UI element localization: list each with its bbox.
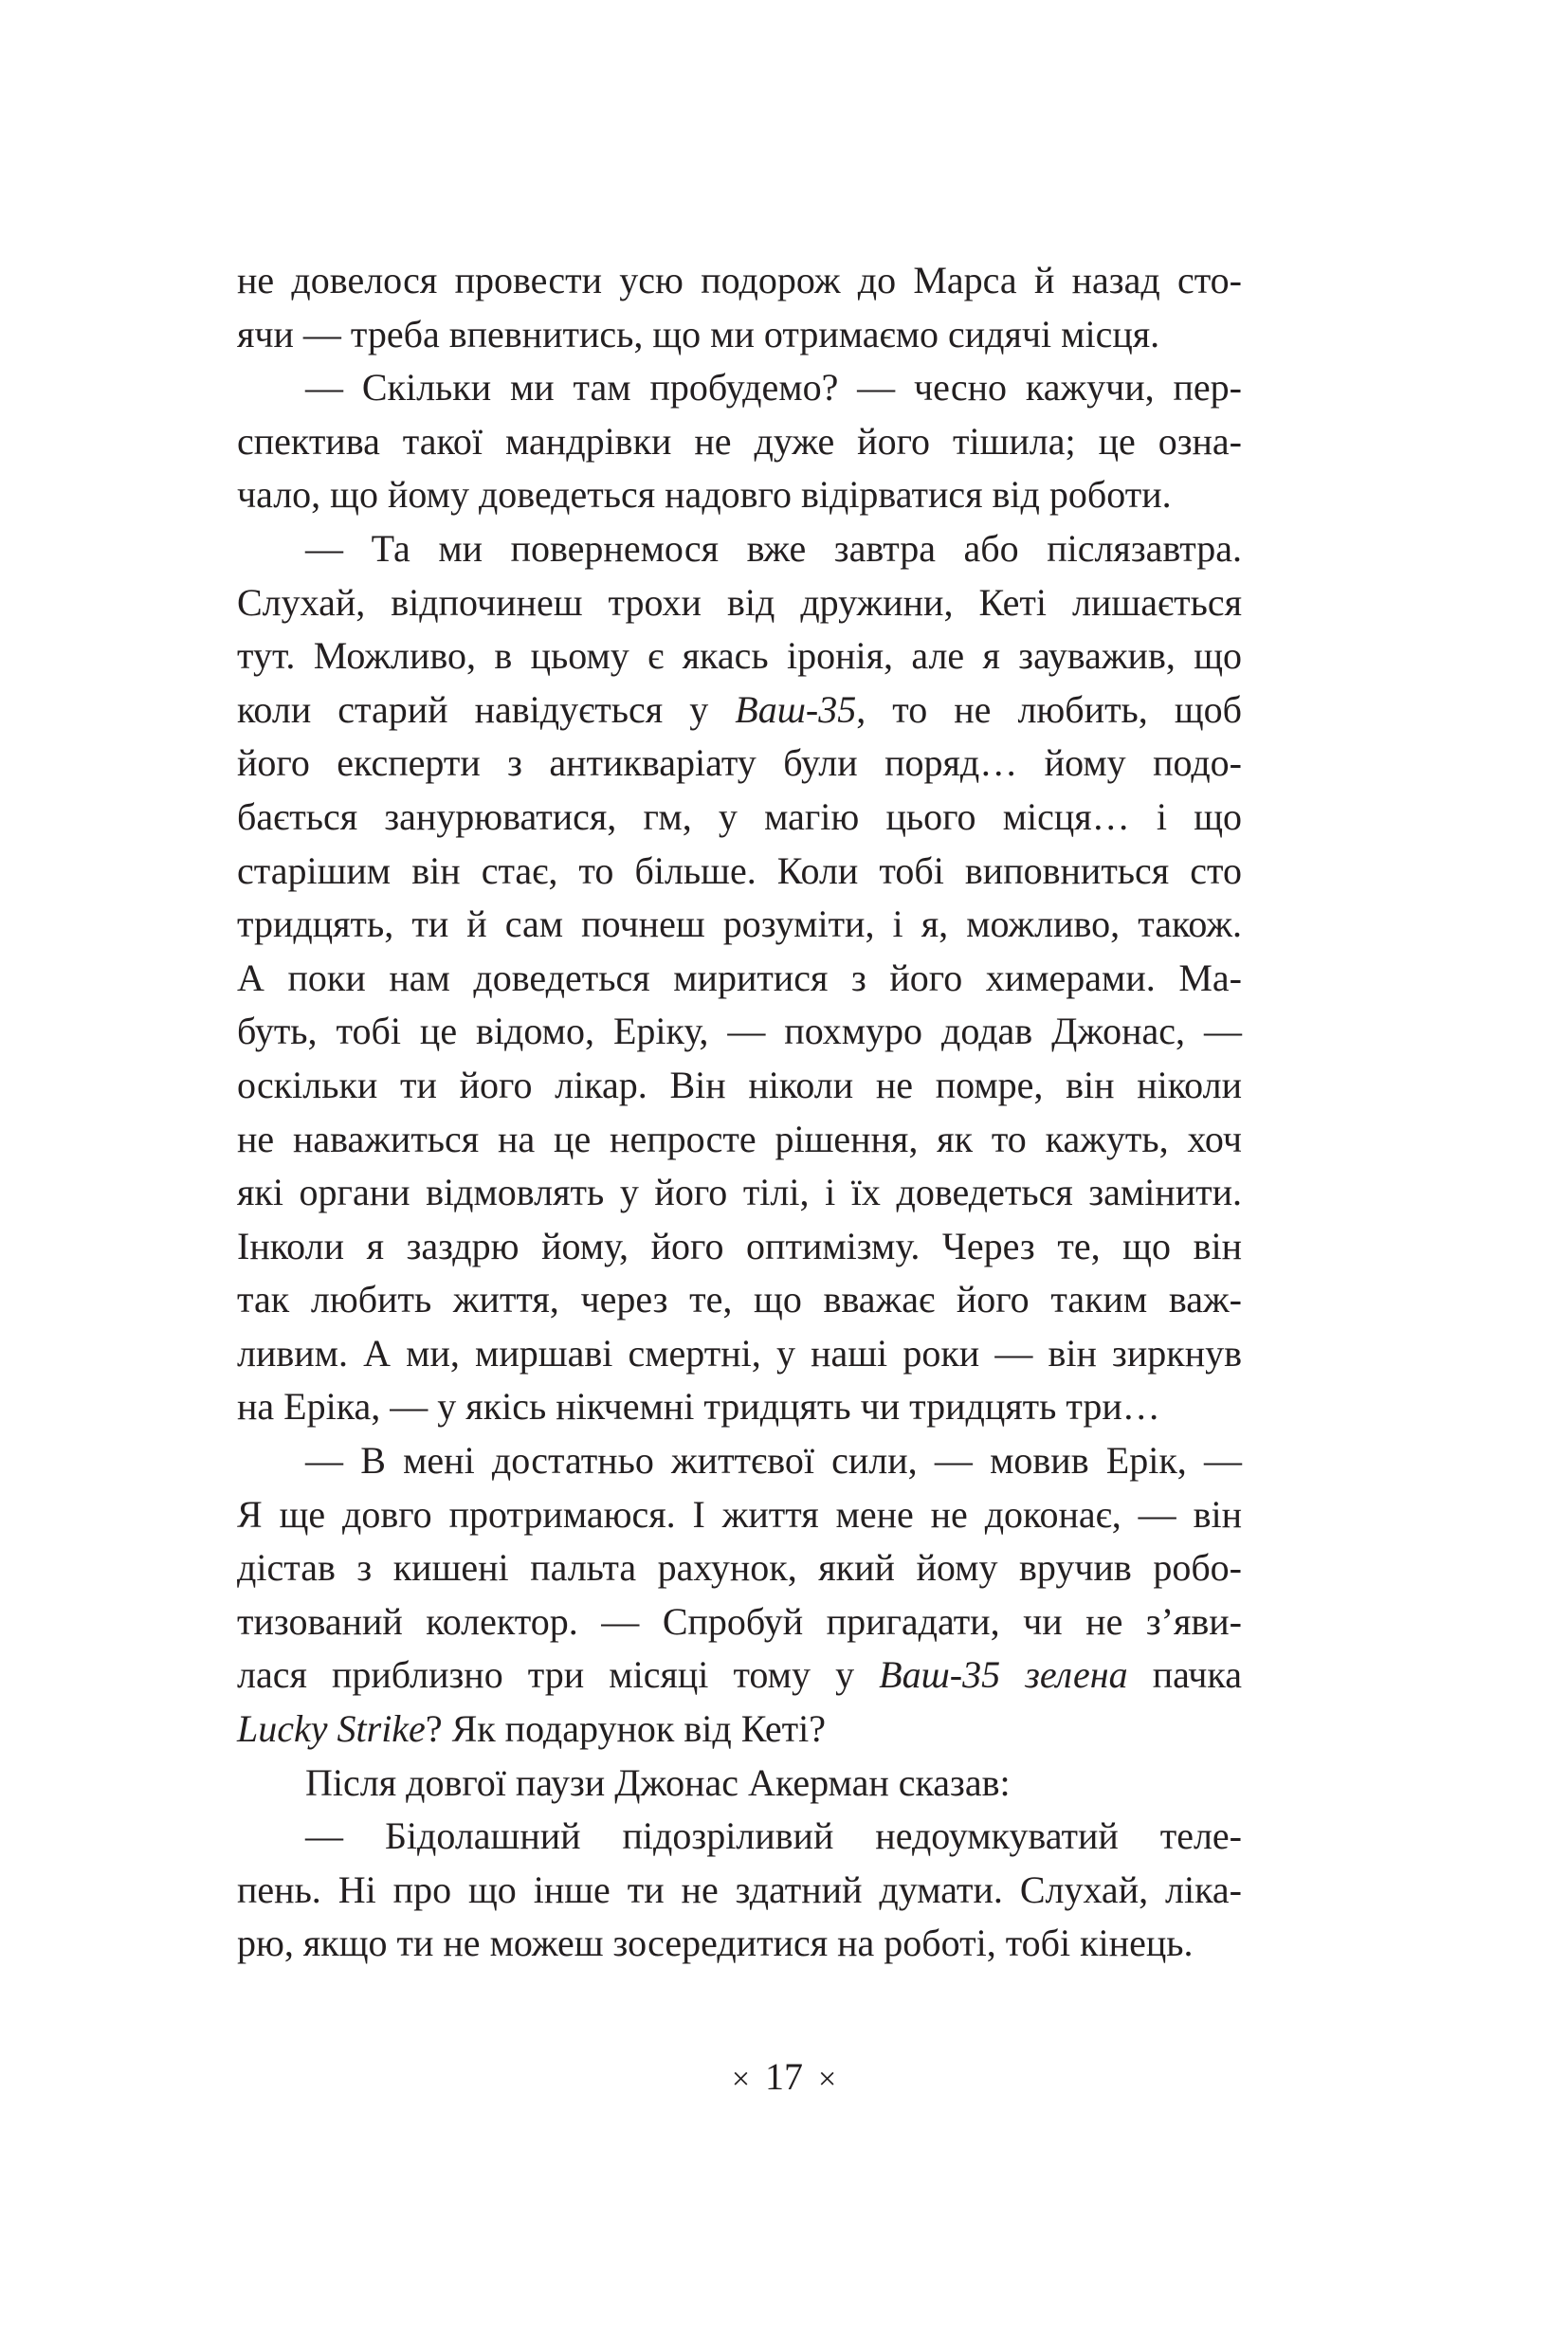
text-line: його експерти з антикваріату були поряд… йому подо- [237,741,1242,785]
text-line: Після довгої паузи Джонас Акерман сказав: [305,1760,1011,1804]
text-line: тридцять, ти й сам почнеш розуміти, і я, можливо, також. [237,902,1242,946]
text-line: дістав з кишені пальта рахунок, який йому вручив робо- [237,1546,1242,1590]
text-line: оскільки ти його лікар. Він ніколи не помре, він ніколи [237,1063,1242,1106]
text-line: не довелося провести усю подорож до Марса й назад сто- [237,259,1242,301]
text-line: старішим він стає, то більше. Коли тобі виповниться сто [237,848,1242,892]
italic-title: Ваш-35 [735,687,857,731]
text-line: Інколи я заздрю йому, його оптимізму. Через те, що він [237,1224,1242,1267]
text-line: Слухай, відпочинеш трохи від дружини, Кеті лишається [237,580,1242,624]
text-line: лася приблизно три місяці тому у Ваш-35 зелена пачка [237,1653,1242,1697]
text-line: тизований колектор. — Спробуй пригадати, чи не з’яви- [237,1599,1242,1643]
text-line: не наважиться на це непросте рішення, як то кажуть, хоч [237,1117,1242,1160]
text-line: тут. Можливо, в цьому є якась іронія, але я зауважив, що [237,634,1242,678]
text-line: А поки нам доведеться миритися з його химерами. Ма- [237,956,1242,999]
text-line: пень. Ні про що інше ти не здатний думати. Слухай, ліка- [237,1867,1242,1911]
text-line: спектива такої мандрівки не дуже його тішила; це озна- [237,419,1242,463]
folio-ornament-right: × [818,2062,837,2097]
text-line: — Бідолашний підозріливий недоумкуватий теле- [305,1814,1242,1858]
body-text [237,254,1242,1971]
text-line: ливим. А ми, миршаві смертні, у наші роки — він зиркнув [237,1331,1242,1375]
italic-title: Lucky Strike [237,1707,426,1751]
text-line: — Та ми повернемося вже завтра або післязавтра. [305,526,1242,570]
text-line: так любить життя, через те, що вважає його таким важ- [237,1278,1242,1321]
text-line: — В мені достатньо життєвої сили, — мовив Ерік, — [305,1439,1242,1483]
page-number [0,2053,1568,2104]
italic-title: Ваш-35 зелена [879,1653,1128,1697]
text-line: Lucky Strike? Як подарунок від Кеті? [237,1707,826,1751]
text-line: буть, тобі це відомо, Еріку, — похмуро додав Джонас, — [237,1010,1242,1053]
text-line: які органи відмовлять у його тілі, і їх доведеться замінити. [237,1171,1242,1214]
folio-ornament-left: × [731,2062,750,2097]
text-line: рю, якщо ти не можеш зосередитися на роботі, тобі кінець. [237,1922,1194,1965]
text-line: коли старий навідується у Ваш-35, то не любить, щоб [237,687,1242,731]
text-line: бається занурюватися, гм, у магію цього місця… і що [237,794,1242,838]
text-line: Я ще довго протримаюся. І життя мене не доконає, — він [237,1492,1242,1536]
page-number-value: 17 [765,2055,803,2098]
text-line: ячи — треба впевнитись, що ми отримаємо сидячі місця. [237,312,1160,355]
text-line: — Скільки ми там пробудемо? — чесно кажучи, пер- [305,366,1242,410]
text-line: чало, що йому доведеться надовго відірватися від роботи. [237,473,1172,517]
text-line: на Еріка, — у якісь нікчемні тридцять чи тридцять три… [237,1385,1160,1429]
